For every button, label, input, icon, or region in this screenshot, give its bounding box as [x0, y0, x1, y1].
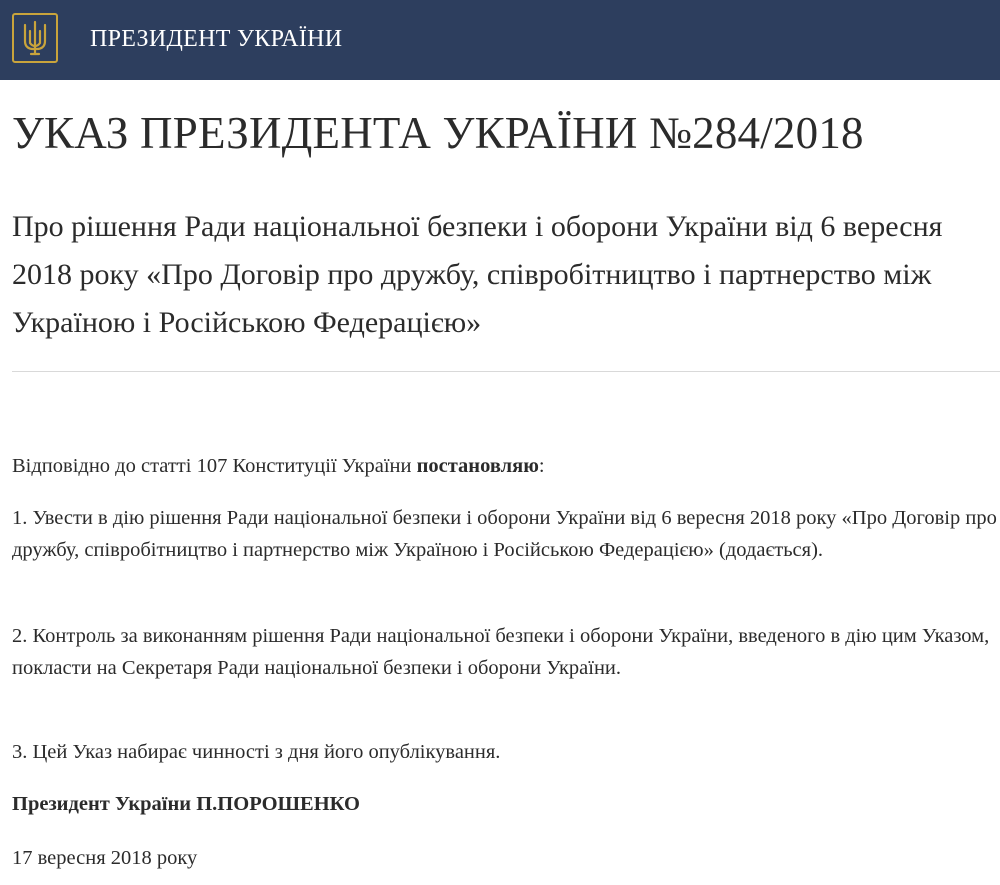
decree-date: 17 вересня 2018 року [12, 847, 198, 869]
intro-tail: : [538, 455, 545, 477]
divider [12, 371, 1000, 372]
decree-paragraph-3: 3. Цей Указ набирає чинності з дня його опублікування. [12, 741, 501, 763]
trident-icon[interactable] [12, 13, 58, 63]
decree-paragraph-2: 2. Контроль за виконанням рішення Ради національної безпеки і оборони України, введеного в дію цим Указом, покласти на Секретаря Ради національної безпеки і оборони України. [12, 625, 990, 679]
intro-text: Відповідно до статті 107 Конституції України [12, 455, 417, 477]
signature: Президент України П.ПОРОШЕНКО [12, 793, 360, 815]
decree-subtitle: Про рішення Ради національної безпеки і оборони України від 6 вересня 2018 року «Про Договір про дружбу, співробітництво і партнерство між Україною і Російською Федерацією» [12, 210, 943, 339]
site-brand-link[interactable]: ПРЕЗИДЕНТ УКРАЇНИ [90, 26, 343, 52]
site-header [0, 0, 1000, 80]
intro-bold: постановляю [416, 455, 539, 477]
intro-paragraph [12, 450, 1000, 482]
page-title: УКАЗ ПРЕЗИДЕНТА УКРАЇНИ №284/2018 [12, 108, 864, 158]
decree-paragraph-1: 1. Увести в дію рішення Ради національної безпеки і оборони України від 6 вересня 2018 року «Про Договір про дружбу, співробітництво і партнерство між Україною і Російською Федерацією» (додається). [12, 507, 997, 561]
